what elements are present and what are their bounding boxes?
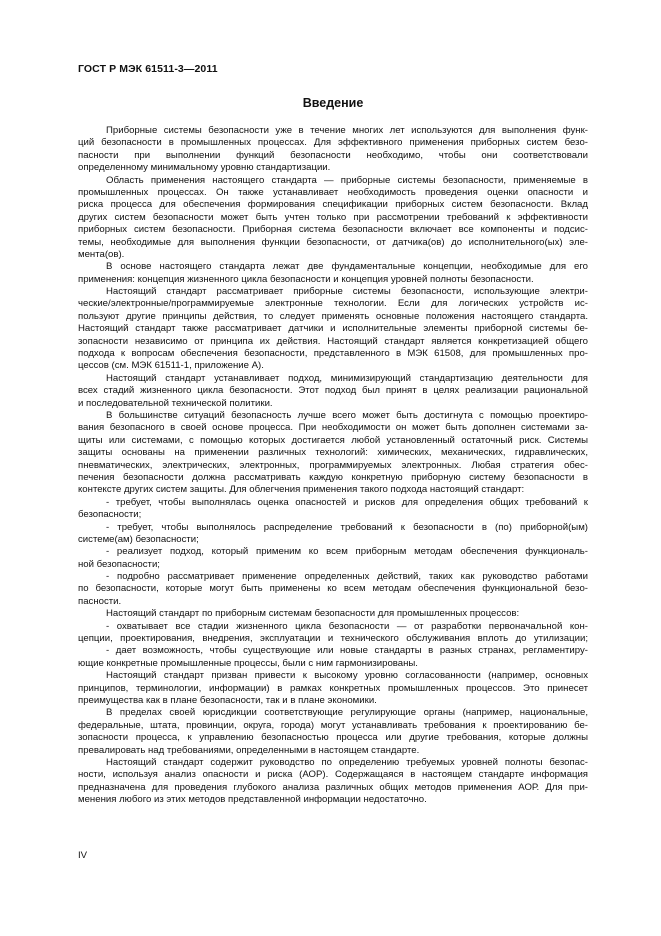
text-line: зопасности независимо от принципа их действия. Настоящий стандарт является конкретизацией общего [78, 335, 588, 347]
text-line: цессов (см. МЭК 61511-1, приложение А). [78, 360, 264, 372]
text-line: менения любого из этих методов представленной информации недостаточно. [78, 794, 427, 806]
text-line: - требует, чтобы выполнялась оценка опасностей и рисков для определения общих требований к [106, 496, 588, 508]
text-line: Область применения настоящего стандарта — приборные системы безопасности, применяемые в [106, 174, 588, 186]
text-line: - реализует подход, который применим ко всем приборным методам обеспечения функциональ- [106, 546, 588, 558]
text-line: контексте других систем защиты. Для облегчения применения такого подхода настоящий стандарт: [78, 484, 525, 496]
text-line: ной безопасности; [78, 558, 160, 570]
text-line: преимущества как в плане безопасности, так и в плане экономики. [78, 694, 377, 706]
text-line: Настоящий стандарт содержит руководство по определению требуемых уровней полноты безопас- [106, 756, 588, 768]
text-line: подхода к вопросам обеспечения безопасности, представленного в МЭК 61508, для промышленных про- [78, 348, 588, 360]
text-line: и последовательной технической политики. [78, 397, 273, 409]
page-number: IV [78, 850, 88, 861]
section-title: Введение [302, 96, 364, 110]
text-line: пасности при выполнении функций безопасности необходимо, чтобы они соответствовали [78, 149, 588, 161]
text-line: темы, необходимые для выполнения функции безопасности, от датчика(ов) до исполнительного(ых) эле- [78, 236, 588, 248]
text-line: цепции, проектирования, внедрения, эксплуатации и технического обслуживания вплоть до утилизации; [78, 633, 588, 645]
text-line: системе(ам) безопасности; [78, 533, 199, 545]
text-line: федеральные, штата, провинции, округа, города) могут устанавливать требования к проектированию бе- [78, 719, 588, 731]
text-line: Настоящий стандарт призван привести к высокому уровню согласованности (например, основных [106, 670, 588, 682]
text-line: Приборные системы безопасности уже в течение многих лет используются для выполнения функ- [106, 125, 588, 136]
text-line: зопасности процесса, к управлению безопасностью процесса или другие требования, которые должны [78, 732, 588, 744]
text-line: ющие конкретные промышленные процессы, были с ним гармонизированы. [78, 657, 418, 669]
text-line: принципов, терминологии, информации) в рамках конкретных промышленных процессов. Это принесет [78, 682, 588, 694]
text-line: - подробно рассматривает применение определенных действий, таких как руководство работами [106, 571, 588, 583]
text-line: по безопасности, которые могут быть применены ко всем методам обеспечения функциональной безо- [78, 583, 588, 595]
text-line: - требует, чтобы выполнялось распределение требований к безопасности в (по) приборной(ым) [106, 521, 588, 533]
text-line: промышленных процессах. Он также устанавливает необходимость проведения оценки опасности и [78, 186, 588, 198]
text-line: В большинстве ситуаций безопасность лучше всего может быть достигнута с помощью проектиро- [106, 409, 588, 421]
text-line: всех стадий жизненного цикла безопасности. Этот подход был принят в целях реализации рациональной [78, 385, 588, 397]
text-line: защиты основаны на применении различных технологий: химических, механических, гидравлических, [78, 447, 588, 459]
text-line: других систем безопасности может быть учтен только при рассмотрении требований к эффективности [78, 211, 588, 223]
text-line: мента(ов). [78, 248, 125, 260]
text-line: Настоящий стандарт устанавливает подход, минимизирующий стандартизацию деятельности для [106, 372, 588, 384]
text-line: Настоящий стандарт также рассматривает датчики и исполнительные элементы приборной системы бе- [78, 323, 588, 335]
text-line: пасности. [78, 595, 122, 607]
text-line: Настоящий стандарт рассматривает приборные системы безопасности, использующие электри- [106, 286, 588, 298]
text-line: пневматических, электрических, электронных, программируемых электронных. Любая стратегия обес- [78, 459, 588, 471]
text-line: предназначена для проведения глубокого анализа различных общих методов применения АОР. Для при- [78, 781, 588, 793]
text-line: - дает возможность, чтобы существующие или новые стандарты в разных странах, регламентиру- [106, 645, 588, 657]
text-line: ций безопасности в промышленных процессах. Для эффективного применения приборных систем безо- [78, 137, 588, 149]
text-line: Настоящий стандарт по приборным системам безопасности для промышленных процессов: [106, 608, 520, 620]
text-line: безопасности; [78, 509, 142, 521]
text-line: ческие/электронные/программируемые электронные технологии. Если для логических устройств ис- [78, 298, 588, 310]
text-line: приборных систем безопасности. Приборная система безопасности включает все компоненты и подсис- [78, 224, 588, 236]
text-line: превалировать над требованиями, определенными в настоящем стандарте. [78, 744, 420, 756]
text-line: печения безопасности должна рассматривать каждую конкретную приборную систему безопасности в [78, 471, 588, 483]
body-text [78, 125, 588, 806]
text-line: В пределах своей юрисдикции соответствующие регулирующие органы (например, национальные, [106, 707, 588, 719]
text-line: В основе настоящего стандарта лежат две фундаментальные концепции, необходимые для его [106, 261, 588, 273]
text-line: риска процесса для обеспечения формирования спецификации приборных систем безопасности. Вклад [78, 199, 588, 211]
text-line: - охватывает все стадии жизненного цикла безопасности — от разработки первоначальной кон- [106, 620, 588, 632]
text-line: пользуют другие принципы действия, то следует применять основные положения настоящего стандарта. [78, 310, 588, 322]
text-line: определенному минимальному уровню стандартизации. [78, 162, 331, 174]
text-line: применения: концепция жизненного цикла безопасности и концепция уровней полноты безопасности. [78, 273, 534, 285]
text-line: ности, используя анализ опасности и риска (АОР). Содержащаяся в настоящем стандарте информация [78, 769, 588, 781]
text-line: щиты или системами, с помощью которых достигается любой установленный остаточный риск. Системы [78, 434, 588, 446]
text-line: вания безопасного в своей основе процесса. При необходимости он может быть дополнен системами за- [78, 422, 588, 434]
document-header: ГОСТ Р МЭК 61511-3—2011 [78, 63, 218, 75]
